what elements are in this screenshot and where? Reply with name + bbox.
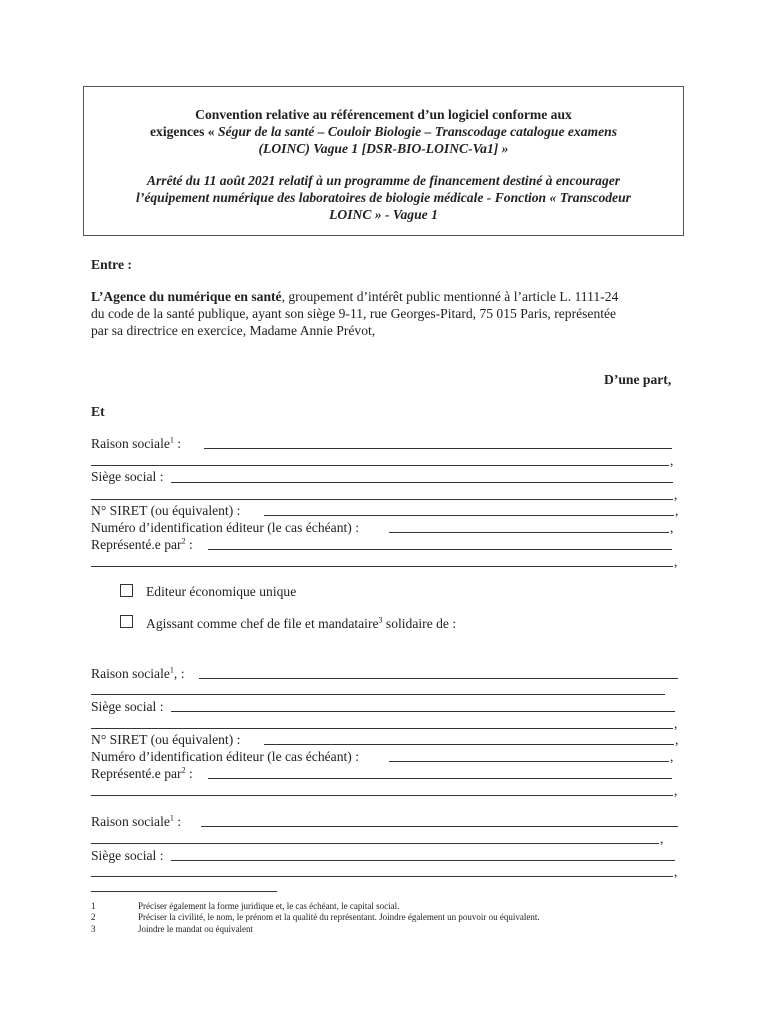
- siege-social-field-3[interactable]: [171, 860, 675, 861]
- title-line-2: [84, 123, 683, 140]
- comma: ,: [675, 732, 679, 747]
- siret-field[interactable]: [264, 515, 674, 516]
- agence-line-1: [91, 288, 618, 305]
- siret-label-2: N° SIRET (ou équivalent) :: [91, 732, 241, 747]
- raison-sociale-field-2[interactable]: [199, 678, 678, 679]
- entre-label: Entre :: [91, 257, 132, 272]
- represente-field-line-2[interactable]: [91, 566, 673, 567]
- comma: ,: [670, 749, 674, 764]
- represente-field-2-line-2[interactable]: [91, 795, 673, 796]
- title-line-3: (LOINC) Vague 1 [DSR-BIO-LOINC-Va1] »: [258, 141, 509, 156]
- numero-editeur-label-2: Numéro d’identification éditeur (le cas échéant) :: [91, 749, 359, 764]
- raison-sociale-field-3[interactable]: [201, 826, 678, 827]
- raison-sociale-label-2: Raison sociale$^1$, :: [91, 665, 185, 681]
- numero-editeur-field-2[interactable]: [389, 761, 669, 762]
- raison-sociale-field-3-line-2[interactable]: [91, 843, 659, 844]
- et-label: Et: [91, 404, 105, 419]
- title-line-2-prefix: exigences «: [150, 124, 218, 139]
- agence-line-3: par sa directrice en exercice, Madame Annie Prévot,: [91, 323, 376, 338]
- siege-social-label-2: Siège social :: [91, 699, 164, 714]
- siege-social-field-line-2[interactable]: [91, 499, 673, 500]
- siege-social-label-3: Siège social :: [91, 848, 164, 863]
- editeur-unique-label: Editeur économique unique: [146, 584, 297, 599]
- siret-field-2[interactable]: [264, 744, 674, 745]
- siege-social-field-3-line-2[interactable]: [91, 876, 673, 877]
- raison-sociale-label-3: Raison sociale$^1$ :: [91, 813, 182, 829]
- comma: ,: [670, 453, 674, 468]
- numero-editeur-field[interactable]: [389, 532, 669, 533]
- agence-line-2: du code de la santé publique, ayant son siège 9-11, rue Georges-Pitard, 75 015 Paris, représentée: [91, 306, 617, 321]
- raison-sociale-field-line-2[interactable]: [91, 465, 669, 466]
- comma: ,: [675, 503, 679, 518]
- editeur-unique-checkbox[interactable]: [120, 584, 133, 597]
- footnote-2-number: 2: [91, 912, 96, 922]
- siege-social-field-2-line-2[interactable]: [91, 728, 673, 729]
- raison-sociale-label: Raison sociale$^1$ :: [91, 435, 182, 451]
- title-box: [83, 86, 684, 236]
- footnote-1-number: 1: [91, 901, 96, 911]
- siege-social-field-2[interactable]: [171, 711, 675, 712]
- comma: ,: [674, 864, 678, 879]
- footnote-3-text: Joindre le mandat ou équivalent: [138, 924, 253, 934]
- footnote-2-text: Préciser la civilité, le nom, le prénom et la qualité du représentant. Joindre également un pouvoir ou équivalent.: [138, 912, 540, 922]
- comma: ,: [674, 783, 678, 798]
- footnote-rule: [91, 891, 277, 892]
- represente-field-2[interactable]: [208, 778, 672, 779]
- siege-social-label: Siège social :: [91, 469, 164, 484]
- title-line-2-italic: Ségur de la santé – Couloir Biologie – Transcodage catalogue examens: [217, 124, 617, 139]
- siege-social-field[interactable]: [171, 482, 673, 483]
- comma: ,: [674, 487, 678, 502]
- dune-part-label: D’une part,: [604, 372, 672, 387]
- title-line-6: LOINC » - Vague 1: [329, 207, 438, 222]
- footnote-3-number: 3: [91, 924, 96, 934]
- agence-name: L’Agence du numérique en santé: [91, 289, 282, 304]
- siret-label: N° SIRET (ou équivalent) :: [91, 503, 241, 518]
- represente-label: Représenté.e par$^2$ :: [91, 536, 193, 552]
- title-line-1: Convention relative au référencement d’un logiciel conforme aux: [195, 107, 572, 122]
- raison-sociale-field-2-line-2[interactable]: [91, 694, 665, 695]
- chef-de-file-label: Agissant comme chef de file et mandataire$^3$ solidaire de :: [146, 615, 457, 631]
- title-line-4: Arrêté du 11 août 2021 relatif à un programme de financement destiné à encourager: [146, 173, 621, 188]
- footnote-1-text: Préciser également la forme juridique et, le cas échéant, le capital social.: [138, 901, 400, 911]
- represente-field[interactable]: [208, 549, 672, 550]
- chef-de-file-checkbox[interactable]: [120, 615, 133, 628]
- title-line-5: l’équipement numérique des laboratoires de biologie médicale - Fonction « Transcodeur: [136, 190, 631, 205]
- comma: ,: [674, 554, 678, 569]
- comma: ,: [674, 716, 678, 731]
- represente-label-2: Représenté.e par$^2$ :: [91, 765, 193, 781]
- comma: ,: [670, 520, 674, 535]
- comma: ,: [660, 831, 664, 846]
- agence-line-1-rest: , groupement d’intérêt public mentionné à l’article L. 1111-24: [281, 289, 619, 304]
- numero-editeur-label: Numéro d’identification éditeur (le cas échéant) :: [91, 520, 359, 535]
- raison-sociale-field[interactable]: [204, 448, 672, 449]
